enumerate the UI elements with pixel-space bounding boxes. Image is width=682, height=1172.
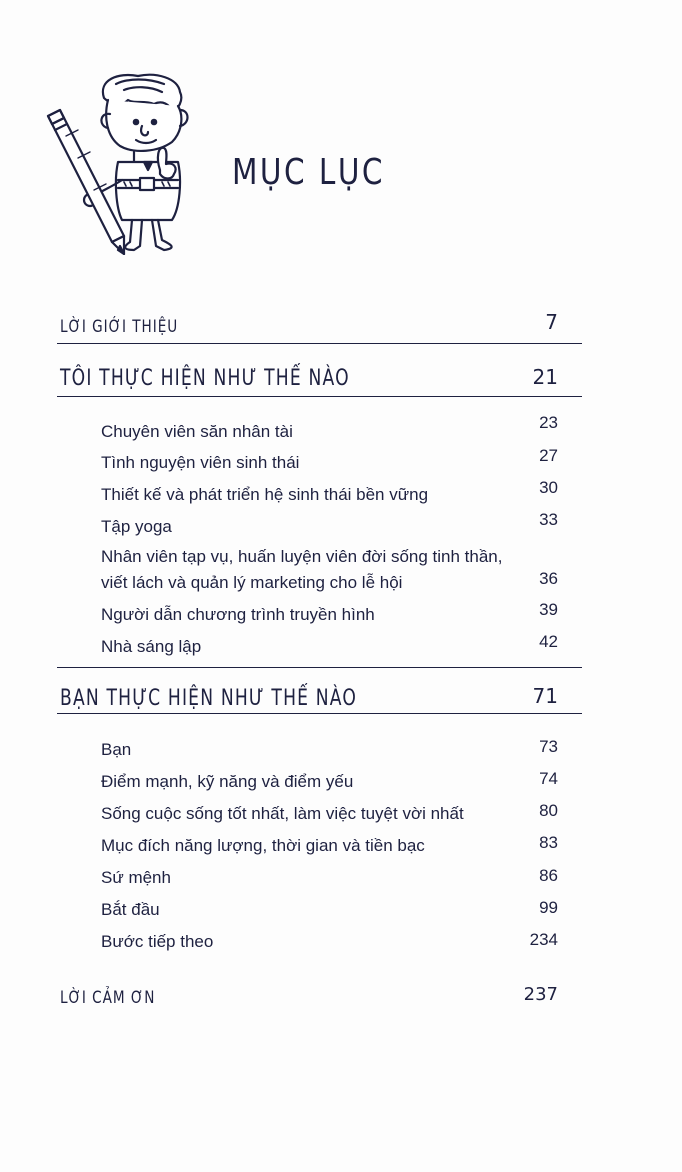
section-1-page: 21 (532, 365, 558, 389)
divider (57, 396, 582, 397)
toc-entry-page: 99 (539, 898, 558, 917)
toc-entry-page: 33 (539, 510, 558, 529)
toc-entry-page: 39 (539, 600, 558, 619)
page-title: MỤC LỤC (232, 152, 385, 193)
toc-entry-page: 30 (539, 478, 558, 497)
toc-entry-label: Mục đích năng lượng, thời gian và tiền bạc (101, 836, 425, 855)
toc-entry-label: Điểm mạnh, kỹ năng và điểm yếu (101, 772, 354, 791)
toc-entry-page: 27 (539, 446, 558, 465)
section-2-heading: BẠN THỰC HIỆN NHƯ THẾ NÀO (60, 686, 358, 711)
intro-label: LỜI GIỚI THIỆU (60, 317, 179, 337)
toc-entry-page: 73 (539, 737, 558, 756)
acknowledgements-label: LỜI CẢM ƠN (60, 988, 156, 1008)
toc-entry-page: 80 (539, 801, 558, 820)
toc-entry-label: Sứ mệnh (101, 868, 171, 887)
toc-entry-label: Thiết kế và phát triển hệ sinh thái bền vững (101, 485, 429, 504)
toc-entry-page: 86 (539, 866, 558, 885)
toc-entry-label: Tình nguyện viên sinh thái (101, 453, 300, 472)
divider (57, 343, 582, 344)
toc-entry-label: Bắt đầu (101, 900, 160, 919)
toc-entry-page: 23 (539, 413, 558, 432)
toc-entry-page: 83 (539, 833, 558, 852)
cartoon-man-with-pencil-icon (38, 70, 218, 255)
divider (57, 667, 582, 668)
toc-entry-label: Bước tiếp theo (101, 932, 214, 951)
toc-entry-label-continued: viết lách và quản lý marketing cho lễ hội (101, 573, 403, 592)
toc-entry-label: Bạn (101, 740, 132, 759)
toc-entry-label: Nhà sáng lập (101, 637, 202, 656)
divider (57, 713, 582, 714)
toc-entry-page: 234 (529, 930, 558, 949)
toc-entry-label: Nhân viên tạp vụ, huấn luyện viên đời sống tinh thần, (101, 547, 503, 566)
toc-entry-label: Người dẫn chương trình truyền hình (101, 605, 375, 624)
toc-entry-label: Sống cuộc sống tốt nhất, làm việc tuyệt vời nhất (101, 804, 464, 823)
toc-entry-page: 42 (539, 632, 558, 651)
toc-entry-page: 74 (539, 769, 558, 788)
section-2-page: 71 (532, 684, 558, 708)
acknowledgements-page: 237 (523, 984, 558, 1005)
toc-entry-page: 36 (539, 569, 558, 588)
intro-page: 7 (545, 310, 558, 334)
toc-entry-label: Chuyên viên săn nhân tài (101, 422, 293, 441)
toc-entry-label: Tập yoga (101, 517, 172, 536)
section-1-heading: TÔI THỰC HIỆN NHƯ THẾ NÀO (60, 366, 350, 391)
